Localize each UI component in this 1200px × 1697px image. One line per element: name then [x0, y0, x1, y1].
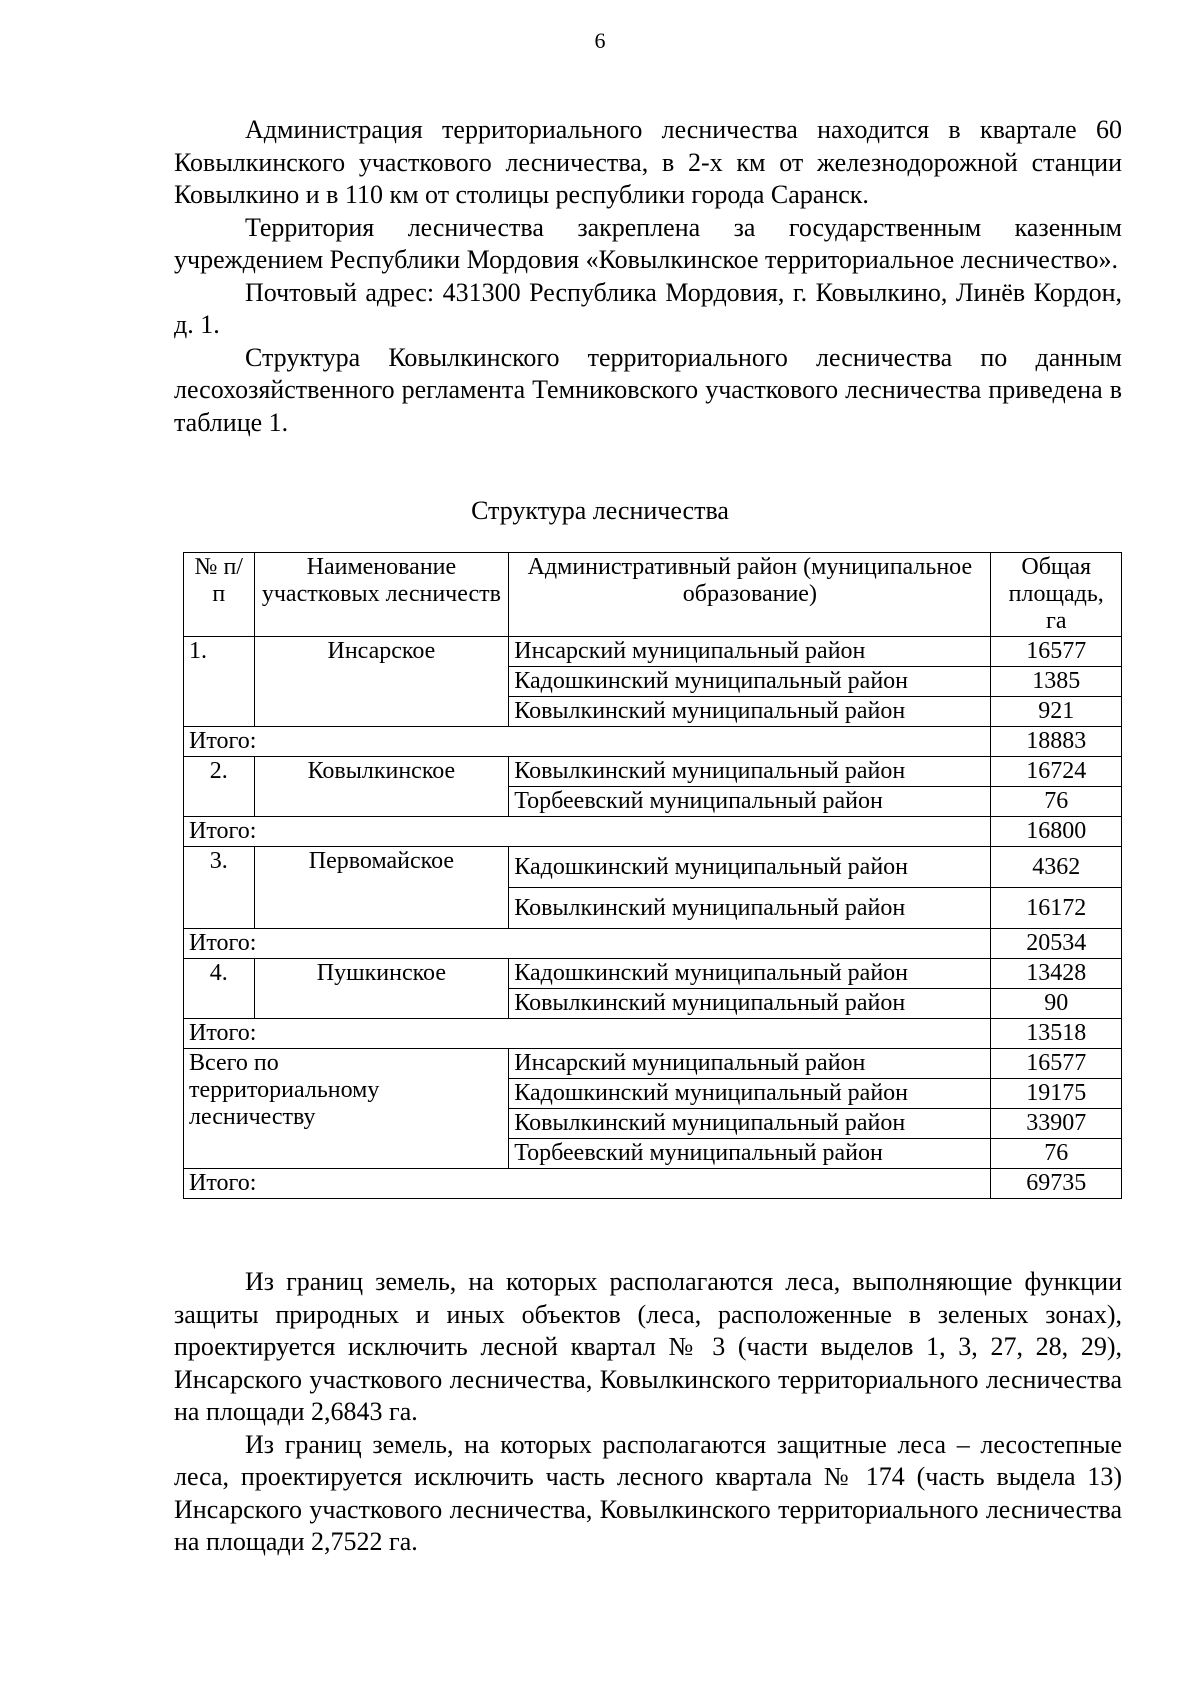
total-value: 13518 [991, 1019, 1122, 1049]
forestry-name: Первомайское [254, 847, 509, 929]
table-row [184, 757, 1122, 787]
area-cell: 76 [991, 787, 1122, 817]
total-label: Итого: [184, 1169, 991, 1199]
row-number: 2. [184, 757, 255, 817]
area-cell: 16172 [991, 888, 1122, 929]
area-cell: 33907 [991, 1109, 1122, 1139]
table-header-row [184, 553, 1122, 637]
district-cell: Кадошкинский муниципальный район [509, 847, 991, 888]
paragraph: Структура Ковылкинского территориального лесничества по данным лесохозяйственного регламента Темниковского участкового лесничества приведена в таблице 1. [174, 342, 1122, 437]
district-cell: Торбеевский муниципальный район [509, 787, 991, 817]
paragraph: Администрация территориального лесничества находится в квартале 60 Ковылкинского участкового лесничества, в 2-х км от железнодорожной станции Ковылкино и в 110 км от столицы республики города Саранск. [174, 115, 1122, 209]
area-cell: 16577 [991, 1049, 1122, 1079]
total-label: Итого: [184, 817, 991, 847]
total-row [184, 929, 1122, 959]
paragraph: Из границ земель, на которых располагаются защитные леса – лесостепные леса, проектируется исключить часть лесного квартала № 174 (часть выдела 13) Инсарского участкового лесничества, Ковылкинского территориального лесничества на площади 2,7522 га. [174, 1429, 1122, 1556]
area-cell: 921 [991, 697, 1122, 727]
district-cell: Инсарский муниципальный район [509, 1049, 991, 1079]
intro-text [174, 114, 1122, 439]
area-cell: 1385 [991, 667, 1122, 697]
district-cell: Ковылкинский муниципальный район [509, 757, 991, 787]
forestry-name: Ковылкинское [254, 757, 509, 817]
total-label: Итого: [184, 727, 991, 757]
district-cell: Кадошкинский муниципальный район [509, 959, 991, 989]
table-row [184, 1049, 1122, 1079]
total-row [184, 817, 1122, 847]
district-cell: Кадошкинский муниципальный район [509, 1079, 991, 1109]
paragraph: Почтовый адрес: 431300 Республика Мордовия, г. Ковылкино, Линёв Кордон, д. 1. [174, 277, 1122, 339]
header-area: Общая площадь, га [991, 553, 1122, 637]
total-value: 16800 [991, 817, 1122, 847]
total-label: Итого: [184, 929, 991, 959]
forestry-name: Пушкинское [254, 959, 509, 1019]
district-cell: Ковылкинский муниципальный район [509, 989, 991, 1019]
area-cell: 90 [991, 989, 1122, 1019]
area-cell: 76 [991, 1139, 1122, 1169]
area-cell: 4362 [991, 847, 1122, 888]
total-row [184, 727, 1122, 757]
district-cell: Инсарский муниципальный район [509, 637, 991, 667]
district-cell: Ковылкинский муниципальный район [509, 888, 991, 929]
paragraph: Территория лесничества закреплена за государственным казенным учреждением Республики Мордовия «Ковылкинское территориальное лесничество». [174, 212, 1122, 274]
row-number: 4. [184, 959, 255, 1019]
grand-total-value: 69735 [991, 1169, 1122, 1199]
forestry-name: Инсарское [254, 637, 509, 727]
table-row [184, 847, 1122, 888]
total-value: 18883 [991, 727, 1122, 757]
area-cell: 16724 [991, 757, 1122, 787]
forestry-structure-table [183, 552, 1122, 1199]
table-caption: Структура лесничества [471, 496, 729, 525]
area-cell: 13428 [991, 959, 1122, 989]
header-name: Наименование участковых лесничеств [254, 553, 509, 637]
district-cell: Торбеевский муниципальный район [509, 1139, 991, 1169]
row-number: 1. [184, 637, 255, 727]
table-row [184, 959, 1122, 989]
summary-label: Всего по территориальному лесничеству [184, 1049, 509, 1169]
header-number: № п/п [184, 553, 255, 637]
area-cell: 16577 [991, 637, 1122, 667]
district-cell: Ковылкинский муниципальный район [509, 1109, 991, 1139]
paragraph: Из границ земель, на которых располагаются леса, выполняющие функции защиты природных и иных объектов (леса, расположенные в зеленых зонах), проектируется исключить лесной квартал № 3 (части выделов 1, 3, 27, 28, 29), Инсарского участкового лесничества, Ковылкинского территориального лесничества на площади 2,6843 га. [174, 1267, 1122, 1426]
total-value: 20534 [991, 929, 1122, 959]
header-district: Административный район (муниципальное образование) [509, 553, 991, 637]
district-cell: Кадошкинский муниципальный район [509, 667, 991, 697]
total-row [184, 1019, 1122, 1049]
district-cell: Ковылкинский муниципальный район [509, 697, 991, 727]
page-number: 6 [594, 28, 606, 53]
area-cell: 19175 [991, 1079, 1122, 1109]
grand-total-row [184, 1169, 1122, 1199]
table-row [184, 637, 1122, 667]
total-label: Итого: [184, 1019, 991, 1049]
row-number: 3. [184, 847, 255, 929]
outro-text [174, 1266, 1122, 1559]
